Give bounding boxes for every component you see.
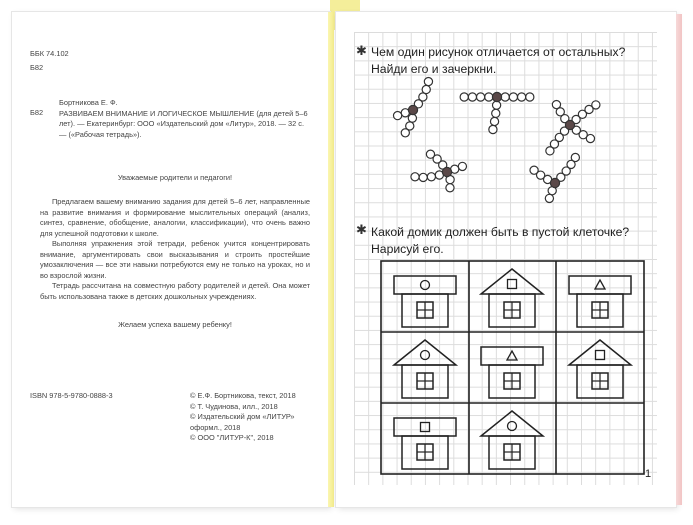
copyright-line: © Е.Ф. Бортникова, текст, 2018 <box>190 391 296 400</box>
bead <box>530 166 538 174</box>
bead <box>458 162 466 170</box>
bead <box>411 173 419 181</box>
greeting: Уважаемые родители и педагоги! <box>117 173 233 182</box>
author-line: Бортникова Е. Ф. <box>59 98 118 107</box>
bead <box>501 93 509 101</box>
bead <box>485 93 493 101</box>
copyright-line: © Издательский дом «ЛИТУР» <box>190 412 295 421</box>
dark-bead <box>408 105 417 114</box>
bead <box>393 112 401 120</box>
intro-paragraph: Тетрадь рассчитана на совместную работу родителей и детей. Она может быть использована также в детских дошкольных учреждениях. <box>40 281 310 301</box>
task-1-text: Чем один рисунок отличается от остальных? Найди его и зачеркни. <box>371 45 626 76</box>
bead <box>422 85 430 93</box>
task-2-text: Какой домик должен быть в пустой клеточке? Нарисуй его. <box>371 225 630 256</box>
dark-bead <box>565 120 574 129</box>
house-roof-triangle <box>481 269 543 294</box>
bead <box>477 93 485 101</box>
copyright-line: © Т. Чудинова, илл., 2018 <box>190 401 278 411</box>
dark-bead <box>550 178 559 187</box>
bead <box>419 173 427 181</box>
bead <box>492 109 500 117</box>
bead <box>408 114 416 122</box>
bead <box>490 117 498 125</box>
star-icon: ✱ <box>356 222 367 237</box>
house-roof-triangle <box>394 340 456 365</box>
intro-paragraph: Выполняя упражнения этой тетради, ребенок учится концентрировать внимание, аргументировать свои высказывания и строить простейшие умозаключения — все эти навыки потребуются ему не только на уроках, но и во взрослой жизни. <box>40 239 310 280</box>
bead <box>592 101 600 109</box>
house-roof-rectangle <box>394 276 456 294</box>
wish-text: Желаем успеха вашему ребенку! <box>118 320 232 329</box>
page-number: 1 <box>645 468 652 480</box>
bead <box>571 153 579 161</box>
roof-square-sign <box>508 280 517 289</box>
isbn: ISBN 978-5-9780-0888-3 <box>30 391 113 400</box>
house-roof-triangle <box>481 411 543 436</box>
bbk-code: ББК 74.102 <box>30 49 69 58</box>
roof-square-sign <box>596 351 605 360</box>
bead <box>526 93 534 101</box>
bead <box>427 173 435 181</box>
author-sign-top: Б82 <box>30 63 44 72</box>
house-roof-triangle <box>569 340 631 365</box>
roof-triangle-sign <box>507 351 517 360</box>
bead <box>424 77 432 85</box>
house-roof-rectangle <box>394 418 456 436</box>
author-sign-side: Б82 <box>30 108 44 117</box>
bead <box>545 194 553 202</box>
bead <box>401 129 409 137</box>
copyright-line: оформл., 2018 <box>190 422 241 432</box>
bead <box>552 100 560 108</box>
copyright-line: © ООО "ЛИТУР-К", 2018 <box>190 433 274 442</box>
bead-figures <box>393 77 599 202</box>
roof-triangle-sign <box>595 280 605 289</box>
roof-square-sign <box>421 423 430 432</box>
roof-circle-sign <box>421 281 430 290</box>
title-line: РАЗВИВАЕМ ВНИМАНИЕ И ЛОГИЧЕСКОЕ МЫШЛЕНИЕ (для детей 5–6 лет). — Екатеринбург: ООО «Издательский дом «Литур», 2018. — 32 с. — («Рабочая тетрадь»). <box>59 108 308 139</box>
bead <box>518 93 526 101</box>
dark-bead <box>492 92 501 101</box>
houses-table-border <box>381 261 644 474</box>
bead <box>546 147 554 155</box>
bead <box>426 150 434 158</box>
bead <box>489 125 497 133</box>
houses <box>394 269 631 469</box>
bead <box>460 93 468 101</box>
dark-bead <box>442 167 451 176</box>
houses-table <box>381 261 644 474</box>
roof-circle-sign <box>508 422 517 431</box>
intro-paragraph: Предлагаем вашему вниманию задания для детей 5–6 лет, направленные на развитие внимания и формирование мыслительных операций (анализ, синтез, сравнение, обобщение, аналогии, классификации), что очень важно для успешной подготовки к школе. <box>40 197 310 238</box>
bead <box>492 101 500 109</box>
bead <box>586 134 594 142</box>
bead <box>468 93 476 101</box>
bead <box>509 93 517 101</box>
bead <box>446 184 454 192</box>
star-icon: ✱ <box>356 43 367 58</box>
roof-circle-sign <box>421 351 430 360</box>
